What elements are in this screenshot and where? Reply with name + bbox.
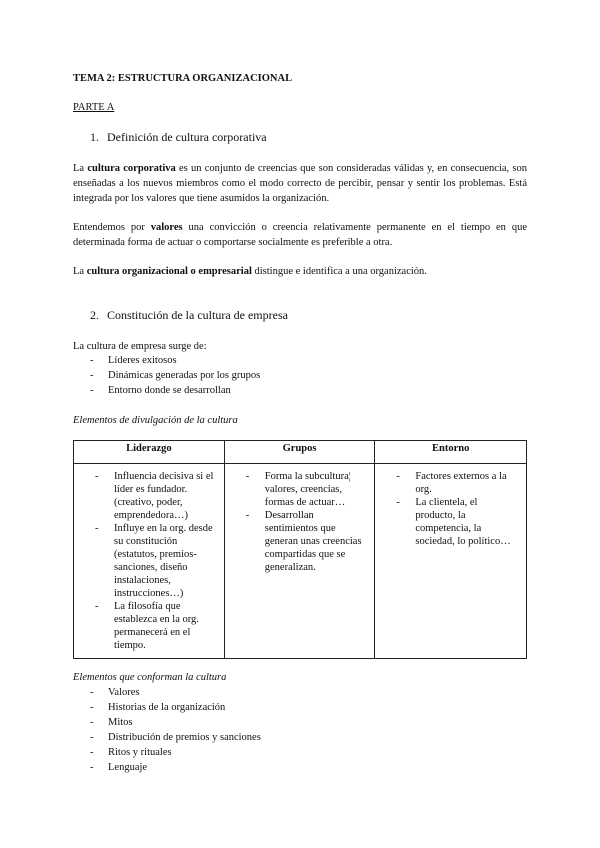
- cell-liderazgo: [74, 464, 225, 659]
- paragraph-cultura-corporativa: [73, 161, 527, 206]
- text-fragment: distingue e identifica a una organización.: [251, 266, 427, 277]
- text-fragment: La: [73, 266, 87, 277]
- cell-grupos: [224, 464, 375, 659]
- section-2-intro: La cultura de empresa surge de:: [73, 341, 207, 352]
- list-item: - Factores externos a la org.: [381, 470, 522, 496]
- list-item: - Historias de la organización: [73, 700, 261, 715]
- section-1-number: 1.: [90, 130, 99, 144]
- list-item: - Lenguaje: [73, 760, 261, 775]
- list-item: - La clientela, el producto, la competencia, la sociedad, lo político…: [381, 496, 522, 548]
- column-header-grupos: Grupos: [224, 441, 375, 464]
- text-fragment: una convicción o creencia relativamente permanente en el tiempo en que determinada forma de actuar o comportarse socialmente es preferible a otra.: [73, 222, 527, 248]
- list-item: - La filosofía que establezca en la org. permanecerá en el tiempo.: [80, 600, 220, 652]
- bold-term: cultura organizacional o empresarial: [86, 266, 252, 277]
- section-2-title: Constitución de la cultura de empresa: [107, 308, 288, 322]
- paragraph-cultura-organizacional: [73, 264, 527, 279]
- cell-entorno: [375, 464, 527, 659]
- list-item: - Forma la subcultura¦ valores, creencias, formas de actuar…: [231, 470, 371, 509]
- section-1-title: Definición de cultura corporativa: [107, 130, 267, 144]
- text-fragment: es un conjunto de creencias que son consideradas válidas y, en consecuencia, son enseñadas a los nuevos miembros como el modo correcto de percibir, pensar y sentir los problemas. Está integrada por los valores que tiene asumidos la organización.: [73, 163, 528, 204]
- liderazgo-list: [80, 470, 220, 652]
- list-item: - Entorno donde se desarrollan: [73, 383, 260, 398]
- conforman-caption: Elementos que conforman la cultura: [73, 672, 227, 683]
- conforman-list: [73, 685, 261, 775]
- list-item: - Valores: [73, 685, 261, 700]
- text-fragment: La: [73, 163, 88, 174]
- grupos-list: [231, 470, 371, 574]
- list-item: - Ritos y rituales: [73, 745, 261, 760]
- list-item: - Desarrollan sentimientos que generan unas creencias compartidas que se generalizan.: [231, 509, 371, 574]
- divulgacion-table: [73, 440, 527, 659]
- paragraph-valores: [73, 220, 527, 250]
- part-label: PARTE A: [73, 102, 115, 113]
- document-title: TEMA 2: ESTRUCTURA ORGANIZACIONAL: [73, 73, 293, 84]
- divulgacion-caption: Elementos de divulgación de la cultura: [73, 415, 238, 426]
- list-item: - Líderes exitosos: [73, 353, 260, 368]
- column-header-entorno: Entorno: [375, 441, 527, 464]
- list-item: - Distribución de premios y sanciones: [73, 730, 261, 745]
- list-item: - Influye en la org. desde su constitución (estatutos, premios-sanciones, diseño instalaciones, instrucciones…): [80, 522, 220, 600]
- bold-term: valores: [150, 222, 183, 233]
- column-header-liderazgo: Liderazgo: [74, 441, 225, 464]
- list-item: - Influencia decisiva si el líder es fundador. (creativo, poder, emprendedora…): [80, 470, 220, 522]
- bold-term: cultura corporativa: [87, 163, 176, 174]
- text-fragment: Entendemos por: [73, 222, 151, 233]
- list-item: - Dinámicas generadas por los grupos: [73, 368, 260, 383]
- list-item: - Mitos: [73, 715, 261, 730]
- origin-list: [73, 353, 260, 398]
- entorno-list: [381, 470, 522, 548]
- section-2-number: 2.: [90, 308, 99, 322]
